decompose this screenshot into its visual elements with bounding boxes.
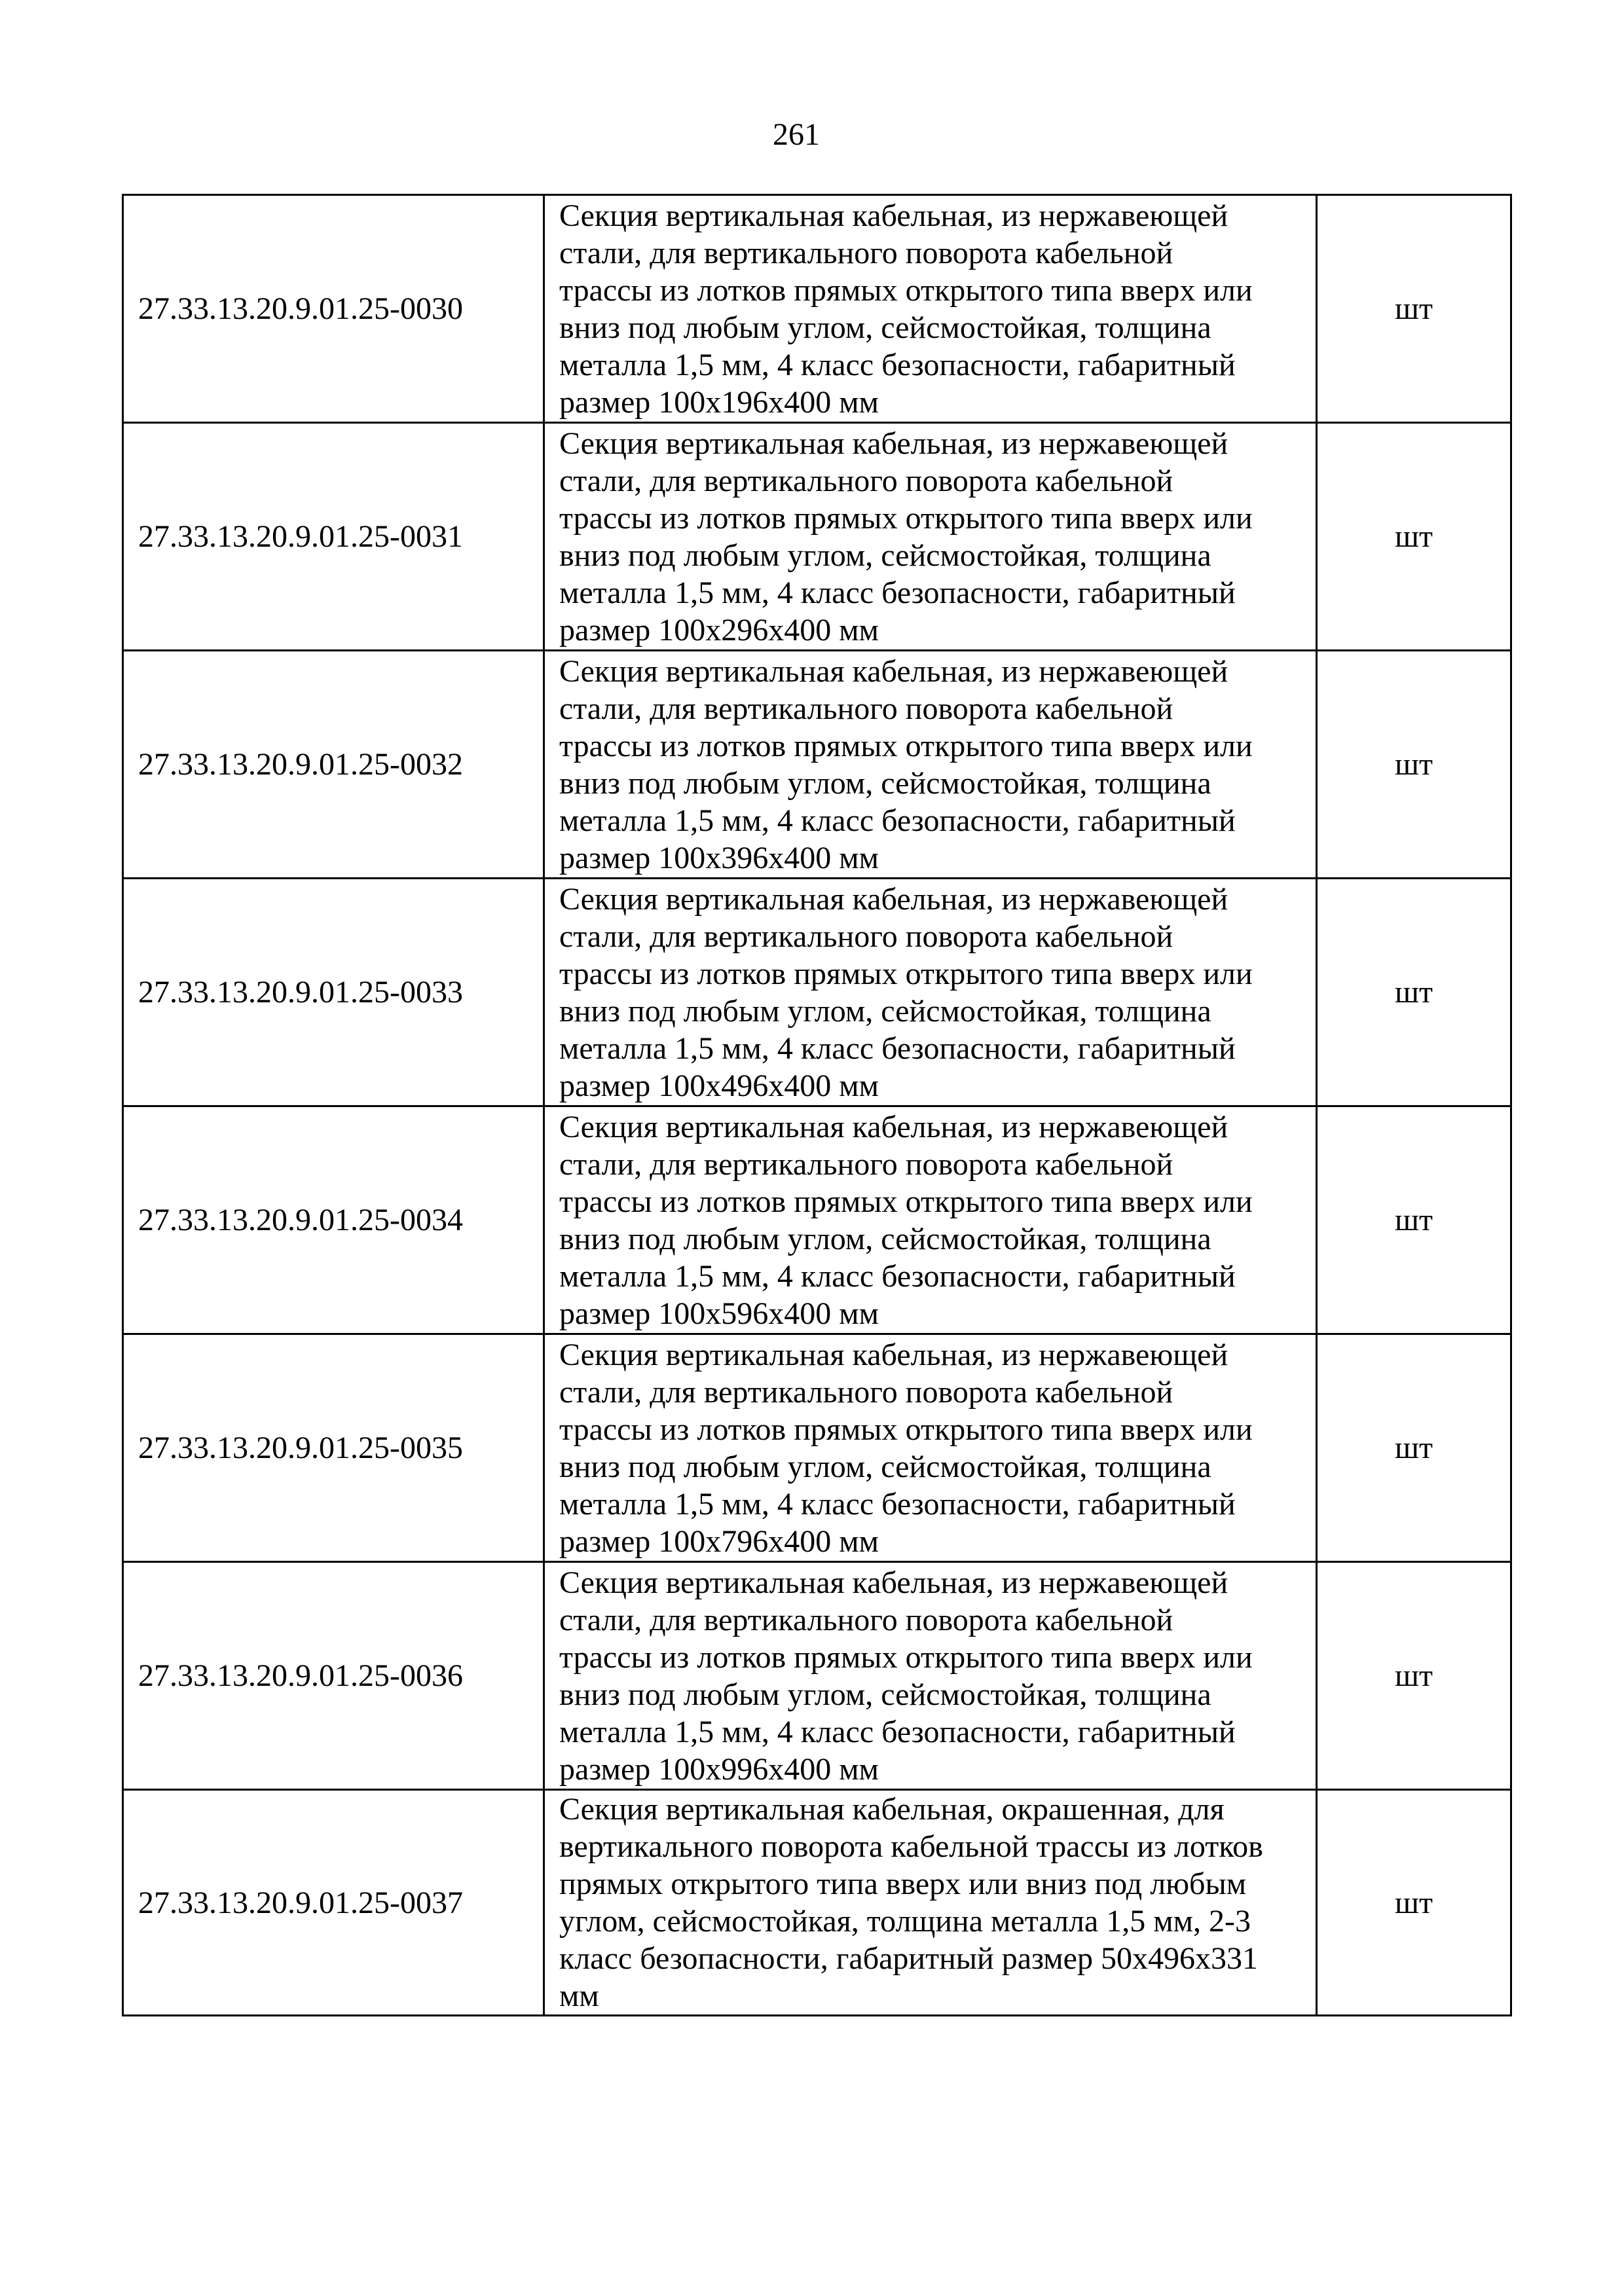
resource-code: 27.33.13.20.9.01.25-0036 xyxy=(123,1562,544,1790)
description-line: вертикального поворота кабельной трассы из лотков xyxy=(559,1829,1263,1864)
description-line: металла 1,5 мм, 4 класс безопасности, габаритный xyxy=(559,1714,1236,1749)
description-line: Секция вертикальная кабельная, из нержавеющей xyxy=(559,1337,1228,1372)
description-line: трассы из лотков прямых открытого типа вверх или xyxy=(559,1184,1253,1219)
resource-description xyxy=(544,1562,1317,1790)
table-row xyxy=(123,1106,1511,1334)
unit-of-measure: шт xyxy=(1317,423,1511,651)
table-row xyxy=(123,195,1511,423)
description-line: вниз под любым углом, сейсмостойкая, толщина xyxy=(559,1677,1211,1712)
description-line: углом, сейсмостойкая, толщина металла 1,5 мм, 2-3 xyxy=(559,1904,1251,1939)
description-line: размер 100x796x400 мм xyxy=(559,1523,879,1559)
description-line: вниз под любым углом, сейсмостойкая, толщина xyxy=(559,538,1211,573)
description-line: трассы из лотков прямых открытого типа вверх или xyxy=(559,1412,1253,1447)
description-line: размер 100x596x400 мм xyxy=(559,1296,879,1331)
resource-description xyxy=(544,1106,1317,1334)
description-line: вниз под любым углом, сейсмостойкая, толщина xyxy=(559,993,1211,1029)
description-line: Секция вертикальная кабельная, из нержавеющей xyxy=(559,198,1228,233)
description-line: Секция вертикальная кабельная, из нержавеющей xyxy=(559,426,1228,461)
resource-table xyxy=(122,194,1512,2016)
table-row xyxy=(123,423,1511,651)
unit-of-measure: шт xyxy=(1317,1106,1511,1334)
description-line: мм xyxy=(559,1978,599,2013)
resource-code: 27.33.13.20.9.01.25-0031 xyxy=(123,423,544,651)
table-row xyxy=(123,651,1511,879)
description-line: трассы из лотков прямых открытого типа вверх или xyxy=(559,1639,1253,1675)
resource-description xyxy=(544,1790,1317,2016)
description-line: металла 1,5 мм, 4 класс безопасности, габаритный xyxy=(559,803,1236,838)
resource-code: 27.33.13.20.9.01.25-0030 xyxy=(123,195,544,423)
description-line: стали, для вертикального поворота кабельной xyxy=(559,463,1173,498)
unit-of-measure: шт xyxy=(1317,879,1511,1106)
description-line: металла 1,5 мм, 4 класс безопасности, габаритный xyxy=(559,575,1236,610)
description-line: металла 1,5 мм, 4 класс безопасности, габаритный xyxy=(559,1030,1236,1066)
table-row xyxy=(123,1334,1511,1562)
resource-description xyxy=(544,423,1317,651)
description-line: стали, для вертикального поворота кабельной xyxy=(559,919,1173,954)
resource-code: 27.33.13.20.9.01.25-0033 xyxy=(123,879,544,1106)
description-line: размер 100x396x400 мм xyxy=(559,840,879,875)
unit-of-measure: шт xyxy=(1317,651,1511,879)
resource-description xyxy=(544,195,1317,423)
description-line: стали, для вертикального поворота кабельной xyxy=(559,1602,1173,1637)
description-line: металла 1,5 мм, 4 класс безопасности, габаритный xyxy=(559,1258,1236,1294)
description-line: трассы из лотков прямых открытого типа вверх или xyxy=(559,272,1253,308)
description-line: Секция вертикальная кабельная, из нержавеющей xyxy=(559,881,1228,917)
unit-of-measure: шт xyxy=(1317,1334,1511,1562)
description-line: размер 100x296x400 мм xyxy=(559,612,879,647)
description-line: вниз под любым углом, сейсмостойкая, толщина xyxy=(559,1449,1211,1484)
description-line: стали, для вертикального поворота кабельной xyxy=(559,1374,1173,1410)
description-line: класс безопасности, габаритный размер 50x496x331 xyxy=(559,1941,1258,1976)
description-line: Секция вертикальная кабельная, из нержавеющей xyxy=(559,1109,1228,1144)
resource-description xyxy=(544,1334,1317,1562)
table-row xyxy=(123,879,1511,1106)
description-line: Секция вертикальная кабельная, окрашенная, для xyxy=(559,1792,1225,1827)
description-line: стали, для вертикального поворота кабельной xyxy=(559,1146,1173,1182)
description-line: прямых открытого типа вверх или вниз под любым xyxy=(559,1867,1247,1901)
resource-code: 27.33.13.20.9.01.25-0037 xyxy=(123,1790,544,2016)
description-line: размер 100x496x400 мм xyxy=(559,1068,879,1103)
description-line: Секция вертикальная кабельная, из нержавеющей xyxy=(559,653,1228,689)
description-line: Секция вертикальная кабельная, из нержавеющей xyxy=(559,1565,1228,1600)
description-line: стали, для вертикального поворота кабельной xyxy=(559,235,1173,270)
unit-of-measure: шт xyxy=(1317,195,1511,423)
unit-of-measure: шт xyxy=(1317,1790,1511,2016)
description-line: вниз под любым углом, сейсмостойкая, толщина xyxy=(559,765,1211,801)
description-line: трассы из лотков прямых открытого типа вверх или xyxy=(559,728,1253,763)
description-line: трассы из лотков прямых открытого типа вверх или xyxy=(559,500,1253,536)
description-line: трассы из лотков прямых открытого типа вверх или xyxy=(559,956,1253,991)
resource-code: 27.33.13.20.9.01.25-0034 xyxy=(123,1106,544,1334)
resource-code: 27.33.13.20.9.01.25-0035 xyxy=(123,1334,544,1562)
table-row xyxy=(123,1562,1511,1790)
unit-of-measure: шт xyxy=(1317,1562,1511,1790)
page-number: 261 xyxy=(773,117,820,152)
description-line: вниз под любым углом, сейсмостойкая, толщина xyxy=(559,310,1211,345)
description-line: размер 100x196x400 мм xyxy=(559,384,879,420)
description-line: размер 100x996x400 мм xyxy=(559,1751,879,1787)
description-line: стали, для вертикального поворота кабельной xyxy=(559,691,1173,726)
description-line: металла 1,5 мм, 4 класс безопасности, габаритный xyxy=(559,1486,1236,1522)
description-line: металла 1,5 мм, 4 класс безопасности, габаритный xyxy=(559,347,1236,382)
resource-code: 27.33.13.20.9.01.25-0032 xyxy=(123,651,544,879)
description-line: вниз под любым углом, сейсмостойкая, толщина xyxy=(559,1221,1211,1256)
resource-description xyxy=(544,651,1317,879)
table-row xyxy=(123,1790,1511,2016)
resource-description xyxy=(544,879,1317,1106)
